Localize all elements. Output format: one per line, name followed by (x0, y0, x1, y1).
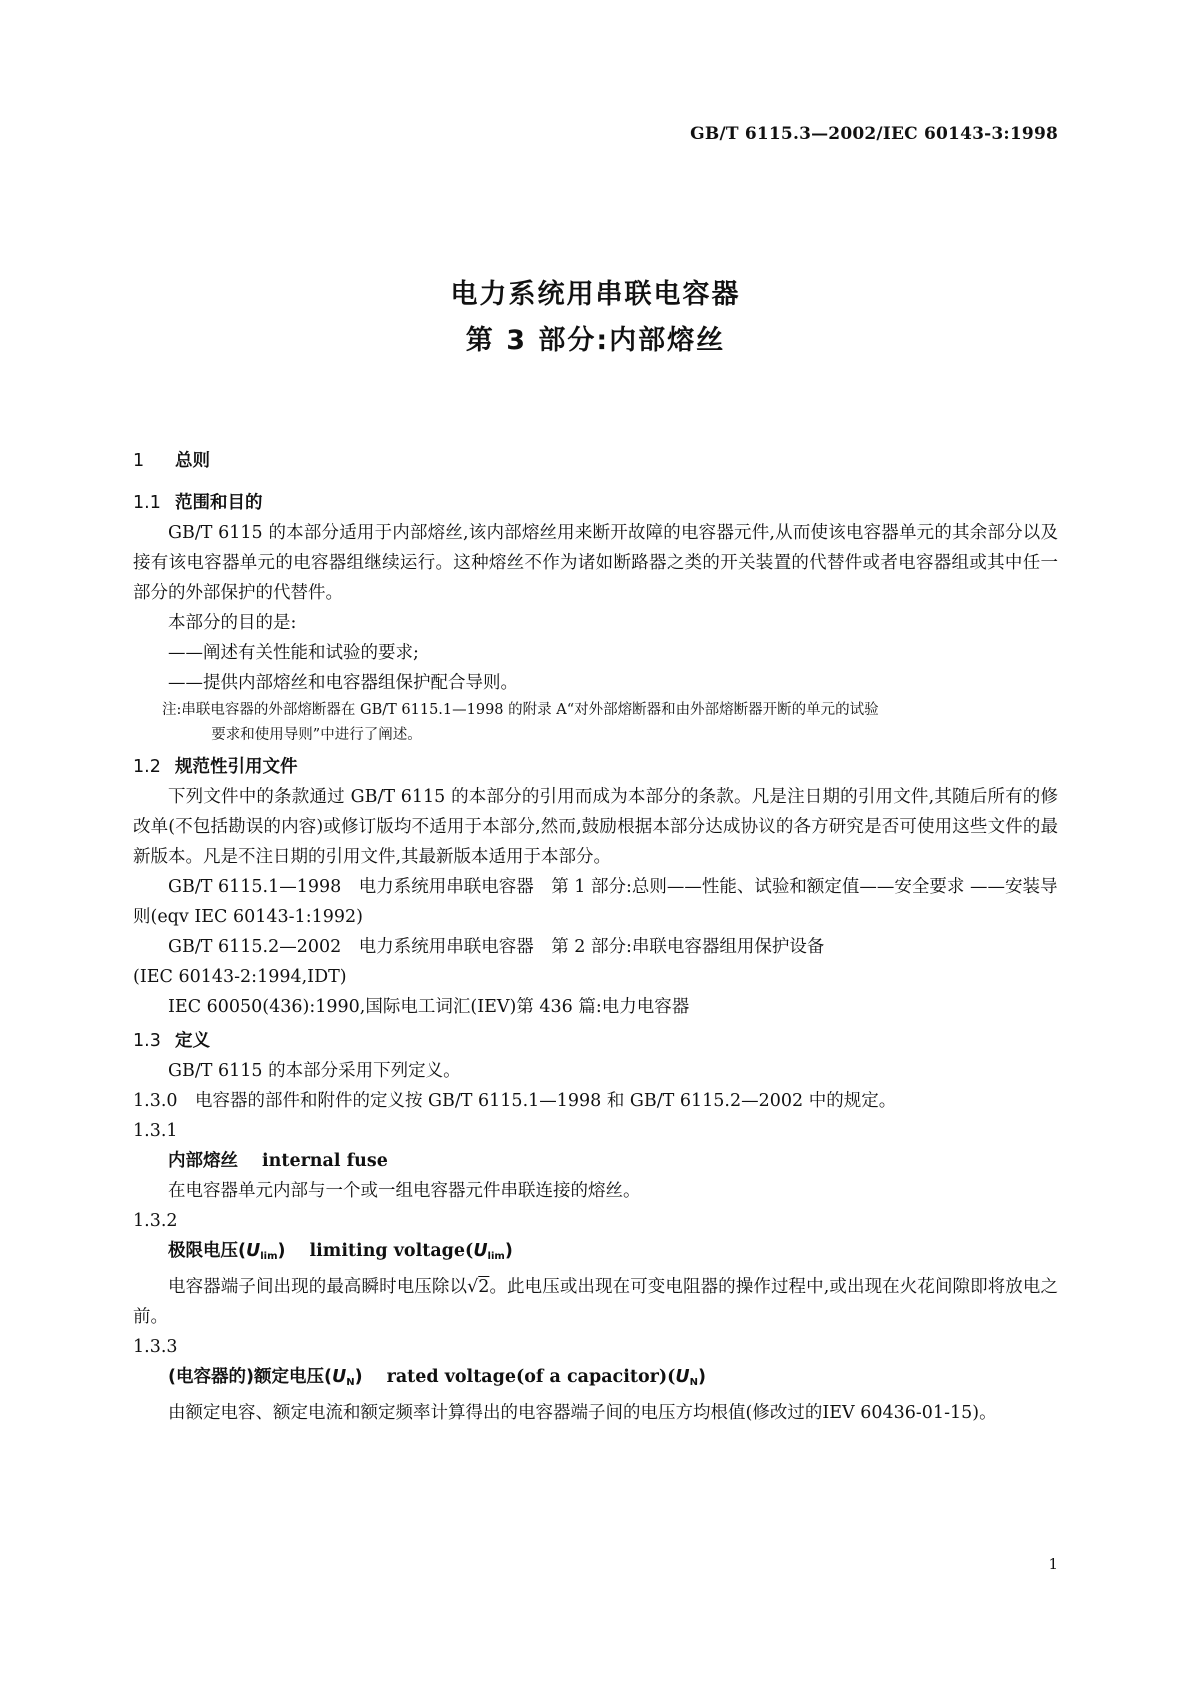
standard-code: GB/T 6115.3—2002/IEC 60143-3:1998 (690, 124, 1058, 144)
term-zh-close: ) (277, 1241, 286, 1261)
term-zh: (电容器的)额定电压( (168, 1367, 332, 1387)
reference-entry: GB/T 6115.1—1998 电力系统用串联电容器 第 1 部分:总则——性能、试验和额定值——安全要求 ——安装导则(eqv IEC 60143-1:1992) (133, 877, 1058, 927)
clause-number: 1.3.3 (133, 1337, 178, 1357)
symbol-subscript: N (346, 1377, 355, 1388)
clause-number: 1.3.1 (133, 1121, 178, 1141)
paragraph: GB/T 6115 的本部分适用于内部熔丝,该内部熔丝用来断开故障的电容器元件,从而使该电容器单元的其余部分以及接有该电容器单元的电容器组继续运行。这种熔丝不作为诸如断路器之类的开关装置的代替件或者电容器组或其中任一部分的外部保护的代替件。 (133, 523, 1058, 603)
reference-entry: GB/T 6115.2—2002 电力系统用串联电容器 第 2 部分:串联电容器组用保护设备 (168, 937, 825, 957)
symbol: U (332, 1367, 347, 1387)
clause-1-3-0 (133, 1086, 1058, 1116)
reference-entry-cont: (IEC 60143-2:1994,IDT) (133, 967, 347, 987)
symbol: U (675, 1367, 690, 1387)
section-1-1-heading (133, 488, 1058, 518)
definition-text: 电容器端子间出现的最高瞬时电压除以√ (168, 1277, 479, 1297)
reference-entry: IEC 60050(436):1990,国际电工词汇(IEV)第 436 篇:电力电容器 (168, 997, 690, 1017)
clause-number: 1.3.2 (133, 1211, 178, 1231)
title-block (0, 272, 1191, 364)
paragraph: 本部分的目的是: (168, 613, 297, 633)
section-number: 1.1 (133, 493, 161, 513)
symbol: U (246, 1241, 261, 1261)
section-title: 总则 (175, 451, 210, 471)
note-line: 注:串联电容器的外部熔断器在 GB/T 6115.1—1998 的附录 A“对外部熔断器和由外部熔断器开断的单元的试验 (162, 702, 879, 718)
section-number: 1.3 (133, 1031, 161, 1051)
term-en: limiting voltage( (309, 1241, 474, 1261)
term-zh-close: ) (354, 1367, 363, 1387)
list-item: —— 提供内部熔丝和电容器组保护配合导则。 (133, 668, 1058, 698)
symbol-subscript: lim (487, 1251, 505, 1262)
clause-text: 电容器的部件和附件的定义按 GB/T 6115.1—1998 和 GB/T 6115.2—2002 中的规定。 (195, 1091, 897, 1111)
note-line: 要求和使用导则”中进行了阐述。 (211, 727, 422, 743)
symbol-subscript: lim (260, 1251, 278, 1262)
body-content (133, 446, 1058, 1428)
section-title: 规范性引用文件 (175, 757, 298, 777)
term-heading (133, 1236, 1058, 1272)
term-en: rated voltage(of a capacitor)( (386, 1367, 676, 1387)
term-zh: 极限电压( (168, 1241, 246, 1261)
definition: 由额定电容、额定电流和额定频率计算得出的电容器端子间的电压方均根值(修改过的IEV 60436-01-15)。 (168, 1403, 997, 1423)
definition (133, 1272, 1058, 1332)
term-heading (133, 1146, 1058, 1176)
page-number: 1 (1048, 1555, 1058, 1573)
paragraph: 下列文件中的条款通过 GB/T 6115 的本部分的引用而成为本部分的条款。凡是注日期的引用文件,其随后所有的修改单(不包括勘误的内容)或修订版均不适用于本部分,然而,鼓励根据本部分达成协议的各方研究是否可使用这些文件的最新版本。凡是不注日期的引用文件,其最新版本适用于本部分。 (133, 787, 1058, 867)
clause-number: 1.3.0 (133, 1091, 178, 1111)
section-number: 1 (133, 451, 145, 471)
title-line-1: 电力系统用串联电容器 (450, 279, 741, 310)
definition-text: 。此电压或出现在可变电阻器的操作过程中,或出现在火花间隙即将放电之前。 (133, 1277, 1058, 1327)
definition: 在电容器单元内部与一个或一组电容器元件串联连接的熔丝。 (168, 1181, 641, 1201)
term-en-close: ) (504, 1241, 513, 1261)
list-item: —— 阐述有关性能和试验的要求; (133, 638, 1058, 668)
term-zh: 内部熔丝 (168, 1151, 238, 1171)
section-1-2-heading (133, 752, 1058, 782)
section-number: 1.2 (133, 757, 161, 777)
section-title: 定义 (175, 1031, 210, 1051)
term-heading (133, 1362, 1058, 1398)
term-en-close: ) (698, 1367, 706, 1387)
paragraph: GB/T 6115 的本部分采用下列定义。 (168, 1061, 461, 1081)
section-1-heading (133, 446, 1058, 476)
symbol: U (473, 1241, 488, 1261)
symbol-subscript: N (689, 1377, 698, 1388)
sqrt-radicand: 2 (478, 1277, 490, 1297)
title-line-2: 第 3 部分:内部熔丝 (465, 325, 726, 356)
section-1-3-heading (133, 1026, 1058, 1056)
section-title: 范围和目的 (175, 493, 263, 513)
term-en: internal fuse (262, 1151, 388, 1171)
